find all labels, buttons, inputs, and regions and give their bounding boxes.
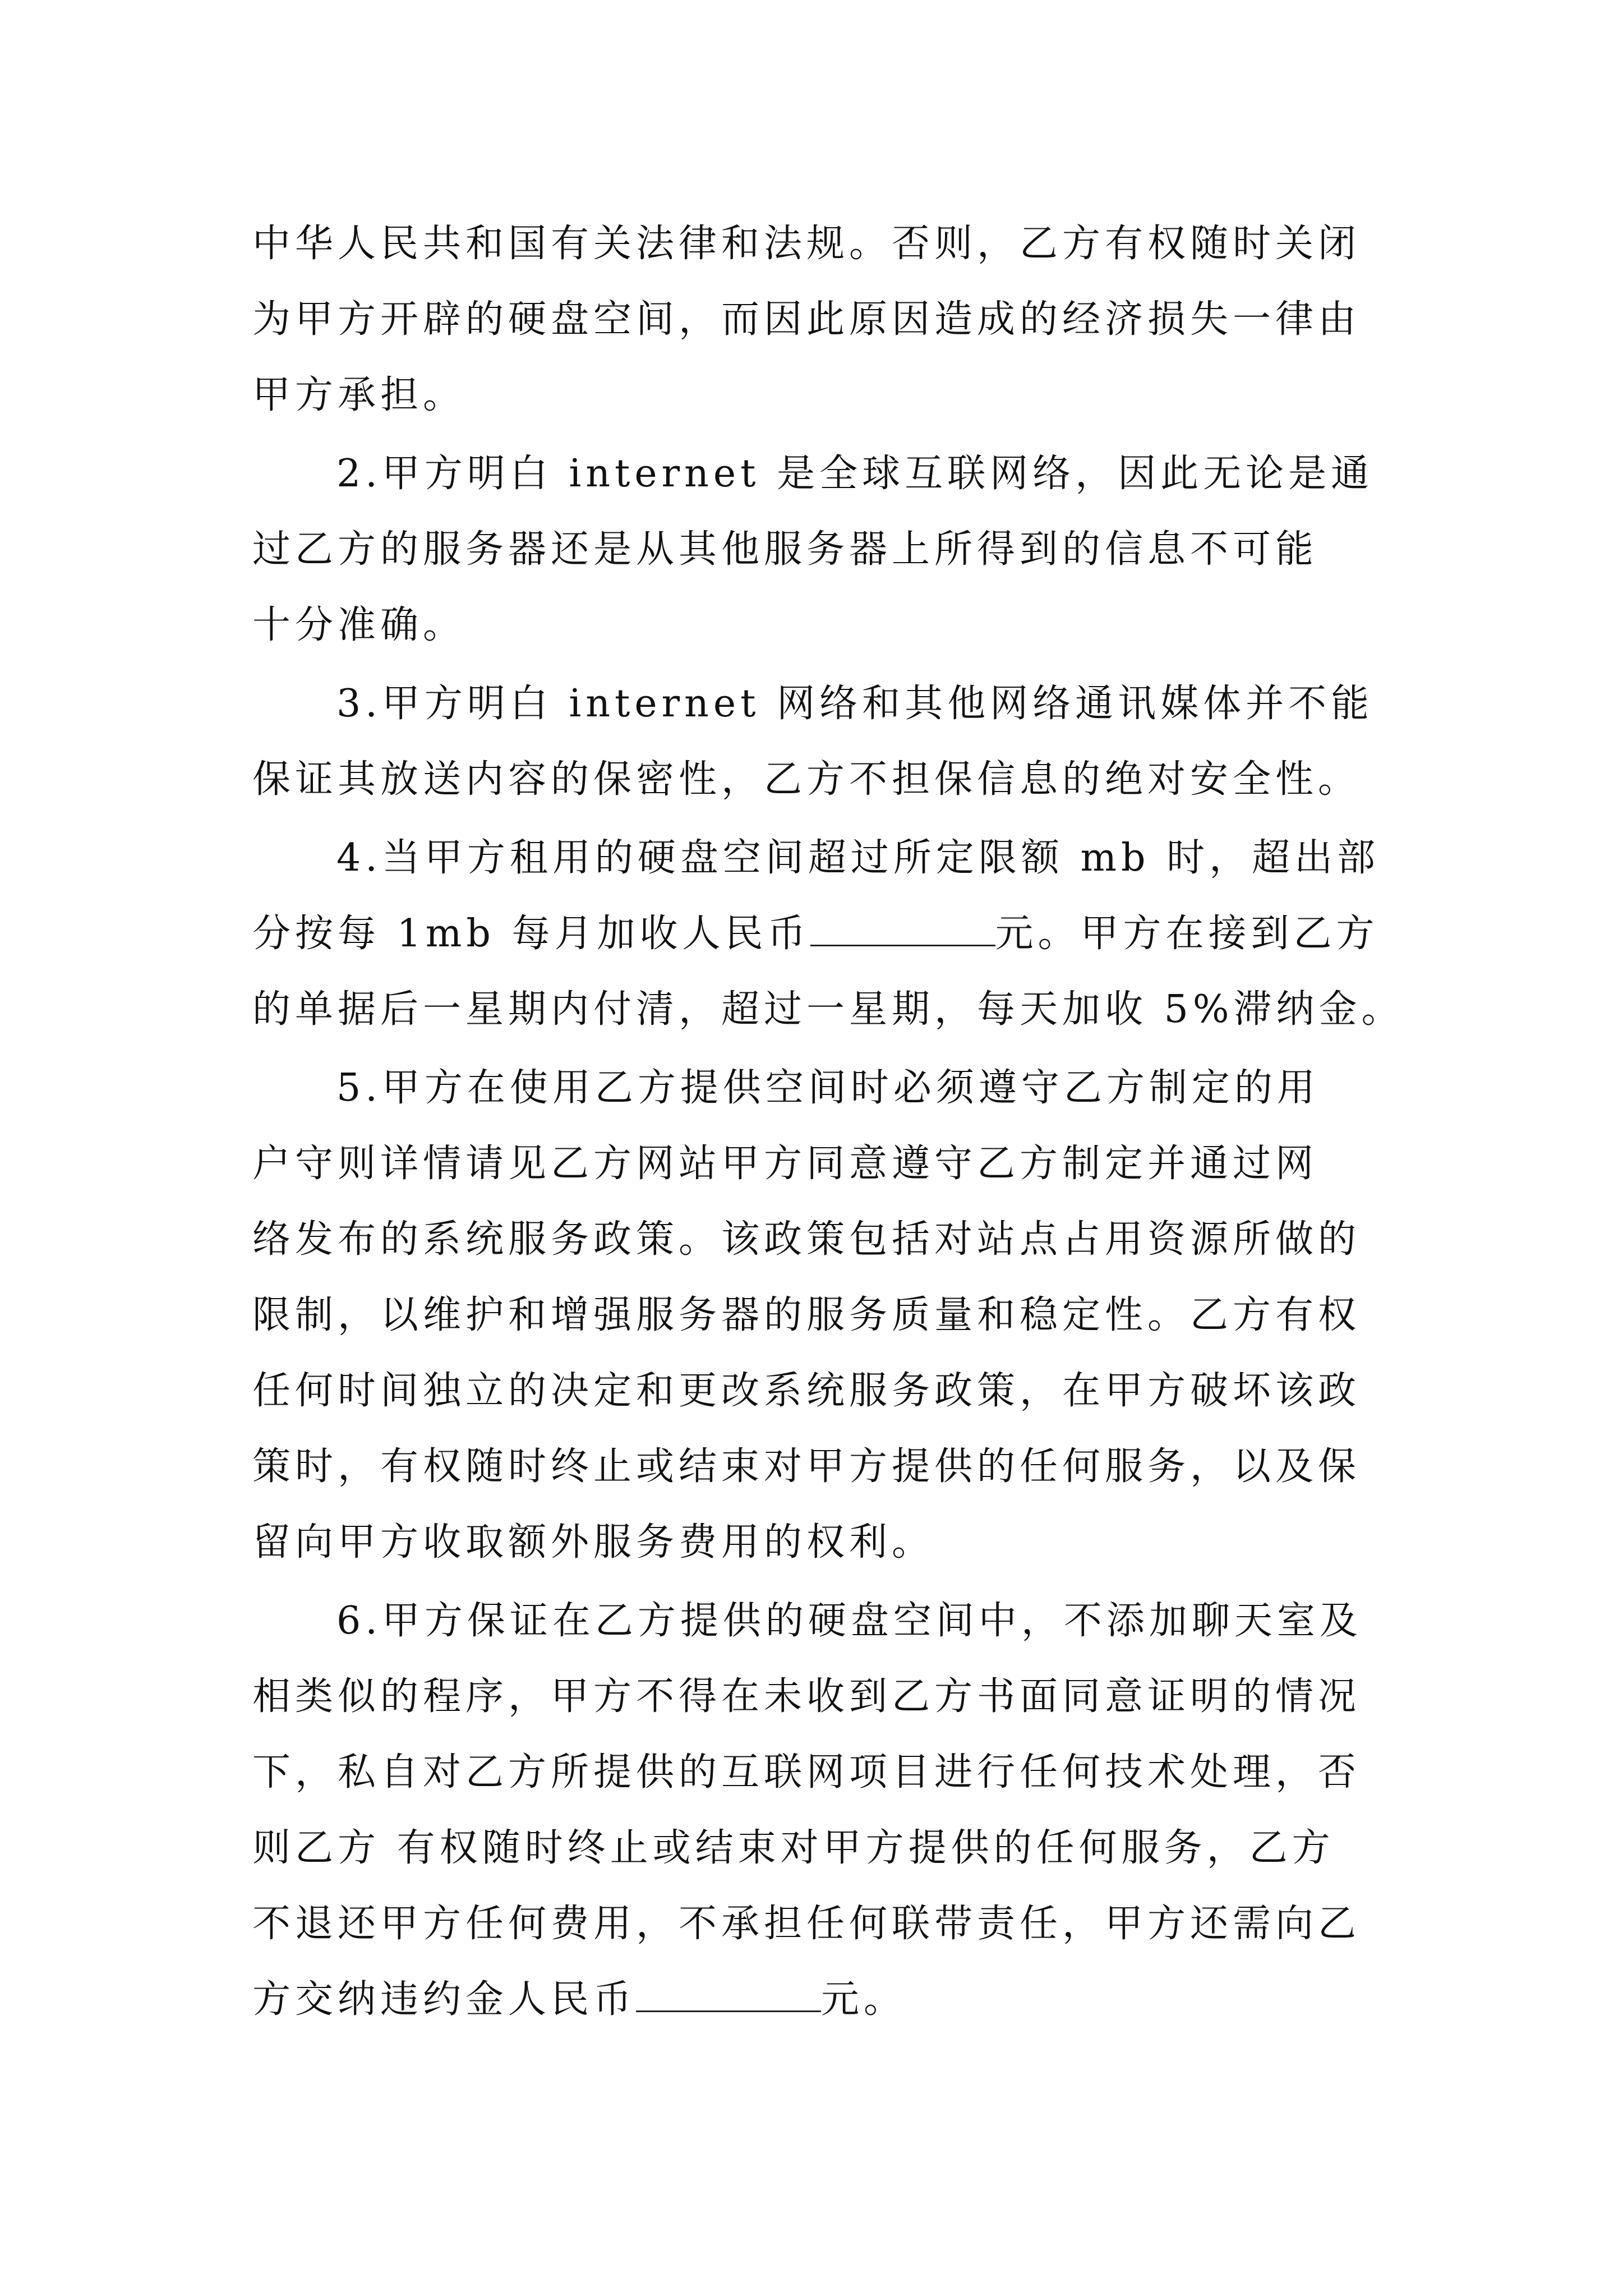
text-line: 策时，有权随时终止或结束对甲方提供的任何服务，以及保 [252, 1444, 1361, 1489]
text-segment: 方交纳违约金人民币 [252, 1977, 637, 2022]
text-segment: 元。甲方在接到乙方 [995, 912, 1379, 956]
text-line: 留向甲方收取额外服务费用的权利。 [252, 1520, 935, 1565]
text-line: 保证其放送内容的保密性，乙方不担保信息的绝对安全性。 [252, 757, 1361, 802]
text-line [252, 900, 1379, 968]
text-line: 十分准确。 [252, 603, 466, 647]
text-segment: 元。 [821, 1977, 907, 2022]
text-line: 中华人民共和国有关法律和法规。否则，乙方有权随时关闭 [252, 222, 1361, 266]
text-line [252, 1966, 906, 2033]
text-line: 6.甲方保证在乙方提供的硬盘空间中，不添加聊天室及 [336, 1599, 1362, 1643]
text-line: 限制，以维护和增强服务器的服务质量和稳定性。乙方有权 [252, 1293, 1361, 1337]
text-line: 下，私自对乙方所提供的互联网项目进行任何技术处理，否 [252, 1750, 1361, 1795]
fill-in-blank [810, 905, 995, 946]
text-line: 任何时间独立的决定和更改系统服务政策，在甲方破坏该政 [252, 1369, 1361, 1413]
text-line: 5.甲方在使用乙方提供空间时必须遵守乙方制定的用 [336, 1066, 1320, 1110]
text-line: 2.甲方明白 internet 是全球互联网络，因此无论是通 [336, 452, 1374, 496]
text-line: 相类似的程序，甲方不得在未收到乙方书面同意证明的情况 [252, 1674, 1361, 1719]
text-segment: 分按每 1mb 每月加收人民币 [252, 912, 810, 956]
text-line: 为甲方开辟的硬盘空间，而因此原因造成的经济损失一律由 [252, 297, 1361, 342]
text-line: 络发布的系统服务政策。该政策包括对站点占用资源所做的 [252, 1217, 1361, 1262]
text-line: 的单据后一星期内付清，超过一星期，每天加收 5%滞纳金。 [252, 987, 1404, 1032]
text-line: 4.当甲方租用的硬盘空间超过所定限额 mb 时，超出部 [336, 836, 1380, 880]
fill-in-blank [636, 1971, 821, 2012]
text-line: 户守则详情请见乙方网站甲方同意遵守乙方制定并通过网 [252, 1142, 1318, 1186]
text-line: 甲方承担。 [252, 373, 466, 417]
text-line: 则乙方 有权随时终止或结束对甲方提供的任何服务，乙方 [252, 1826, 1335, 1870]
text-line: 过乙方的服务器还是从其他服务器上所得到的信息不可能 [252, 527, 1318, 572]
text-line: 不退还甲方任何费用，不承担任何联带责任，甲方还需向乙 [252, 1902, 1361, 1946]
text-line: 3.甲方明白 internet 网络和其他网络通讯媒体并不能 [336, 682, 1374, 726]
